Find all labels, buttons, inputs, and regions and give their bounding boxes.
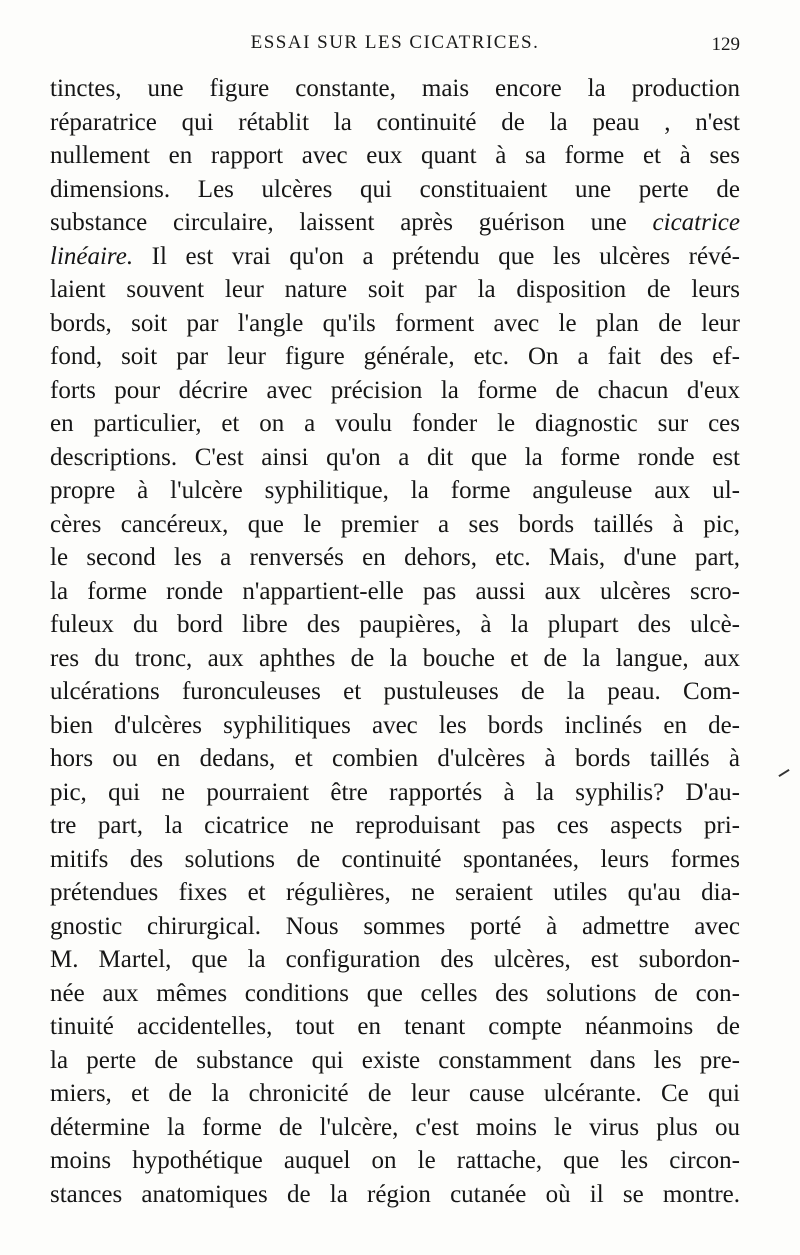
text-line: [50, 541, 740, 575]
text-line: [50, 876, 740, 910]
text-segment: dimensions. Les ulcères qui constituaient une perte de: [50, 175, 740, 203]
text-line: [50, 709, 740, 743]
text-segment: ulcérations furonculeuses et pustuleuses de la peau. Com-: [50, 678, 740, 705]
text-line: [50, 642, 740, 676]
text-segment: détermine la forme de l'ulcère, c'est moins le virus plus ou: [50, 1113, 740, 1141]
body-text: [50, 72, 740, 1211]
text-line: [50, 340, 740, 374]
page-number: 129: [711, 34, 740, 55]
italic-text: linéaire.: [50, 242, 134, 270]
text-segment: stances anatomiques de la région cutanée où il se montre.: [50, 1180, 740, 1208]
margin-mark: [778, 769, 789, 777]
text-line: [50, 776, 740, 810]
text-segment: prétendues fixes et régulières, ne seraient utiles qu'au dia-: [50, 879, 740, 906]
text-segment: cères cancéreux, que le premier a ses bords taillés à pic,: [50, 510, 740, 538]
text-segment: M. Martel, que la configuration des ulcères, est subordon-: [50, 946, 740, 973]
text-segment: laient souvent leur nature soit par la disposition de leurs: [50, 276, 740, 303]
text-line: [50, 441, 740, 475]
text-segment: res du tronc, aux aphthes de la bouche et de la langue, aux: [50, 644, 740, 672]
text-segment: en particulier, et on a voulu fonder le diagnostic sur ces: [50, 410, 740, 437]
text-segment: née aux mêmes conditions que celles des solutions de con-: [50, 979, 740, 1007]
text-segment: descriptions. C'est ainsi qu'on a dit que la forme ronde est: [50, 443, 740, 471]
text-segment: hors ou en dedans, et combien d'ulcères à bords taillés à: [50, 745, 740, 772]
text-line: [50, 1077, 740, 1111]
text-line: [50, 173, 740, 207]
text-line: [50, 943, 740, 977]
text-line: [50, 742, 740, 776]
text-line: [50, 508, 740, 542]
text-segment: fond, soit par leur figure générale, etc. On a fait des ef-: [50, 343, 740, 370]
text-line: [50, 139, 740, 173]
text-line: [50, 407, 740, 441]
text-segment: bien d'ulcères syphilitiques avec les bords inclinés en de-: [50, 711, 740, 739]
text-segment: mitifs des solutions de continuité spontanées, leurs formes: [50, 845, 740, 873]
italic-text: cicatrice: [652, 209, 740, 236]
text-segment: tinuité accidentelles, tout en tenant compte néanmoins de: [50, 1013, 740, 1040]
text-segment: la perte de substance qui existe constamment dans les pre-: [50, 1046, 740, 1074]
text-line: [50, 910, 740, 944]
text-segment: tinctes, une figure constante, mais encore la production: [50, 75, 740, 102]
text-segment: bords, soit par l'angle qu'ils forment avec le plan de leur: [50, 309, 740, 337]
text-line: [50, 977, 740, 1011]
text-line: [50, 72, 740, 106]
text-segment: moins hypothétique auquel on le rattache, que les circon-: [50, 1147, 740, 1174]
text-line: [50, 374, 740, 408]
text-segment: gnostic chirurgical. Nous sommes porté à admettre avec: [50, 912, 740, 940]
text-line: [50, 1044, 740, 1078]
text-line: [50, 1144, 740, 1178]
text-line: [50, 240, 740, 274]
text-line: [50, 106, 740, 140]
text-line: [50, 843, 740, 877]
running-head: [50, 32, 740, 64]
text-segment: miers, et de la chronicité de leur cause ulcérante. Ce qui: [50, 1080, 740, 1107]
text-segment: forts pour décrire avec précision la forme de chacun d'eux: [50, 376, 740, 404]
text-segment: Il est vrai qu'on a prétendu que les ulcères révé-: [133, 242, 740, 270]
text-line: [50, 809, 740, 843]
text-segment: propre à l'ulcère syphilitique, la forme anguleuse aux ul-: [50, 477, 740, 504]
text-segment: substance circulaire, laissent après guérison une: [50, 209, 653, 236]
text-line: [50, 1010, 740, 1044]
text-segment: pic, qui ne pourraient être rapportés à la syphilis? D'au-: [50, 778, 740, 806]
text-segment: le second les a renversés en dehors, etc. Mais, d'une part,: [50, 544, 740, 571]
text-segment: la forme ronde n'appartient-elle pas aussi aux ulcères scro-: [50, 577, 740, 605]
text-line: [50, 608, 740, 642]
text-line: [50, 206, 740, 240]
running-title: ESSAI SUR LES CICATRICES.: [250, 32, 540, 53]
text-line: [50, 307, 740, 341]
text-line: [50, 675, 740, 709]
text-line: [50, 1111, 740, 1145]
text-line: [50, 474, 740, 508]
text-segment: tre part, la cicatrice ne reproduisant pas ces aspects pri-: [50, 812, 740, 839]
text-segment: nullement en rapport avec eux quant à sa forme et à ses: [50, 142, 740, 169]
text-line: [50, 575, 740, 609]
text-segment: réparatrice qui rétablit la continuité de la peau , n'est: [50, 108, 740, 136]
text-line: [50, 1178, 740, 1212]
text-line: [50, 273, 740, 307]
text-segment: fuleux du bord libre des paupières, à la plupart des ulcè-: [50, 611, 740, 638]
